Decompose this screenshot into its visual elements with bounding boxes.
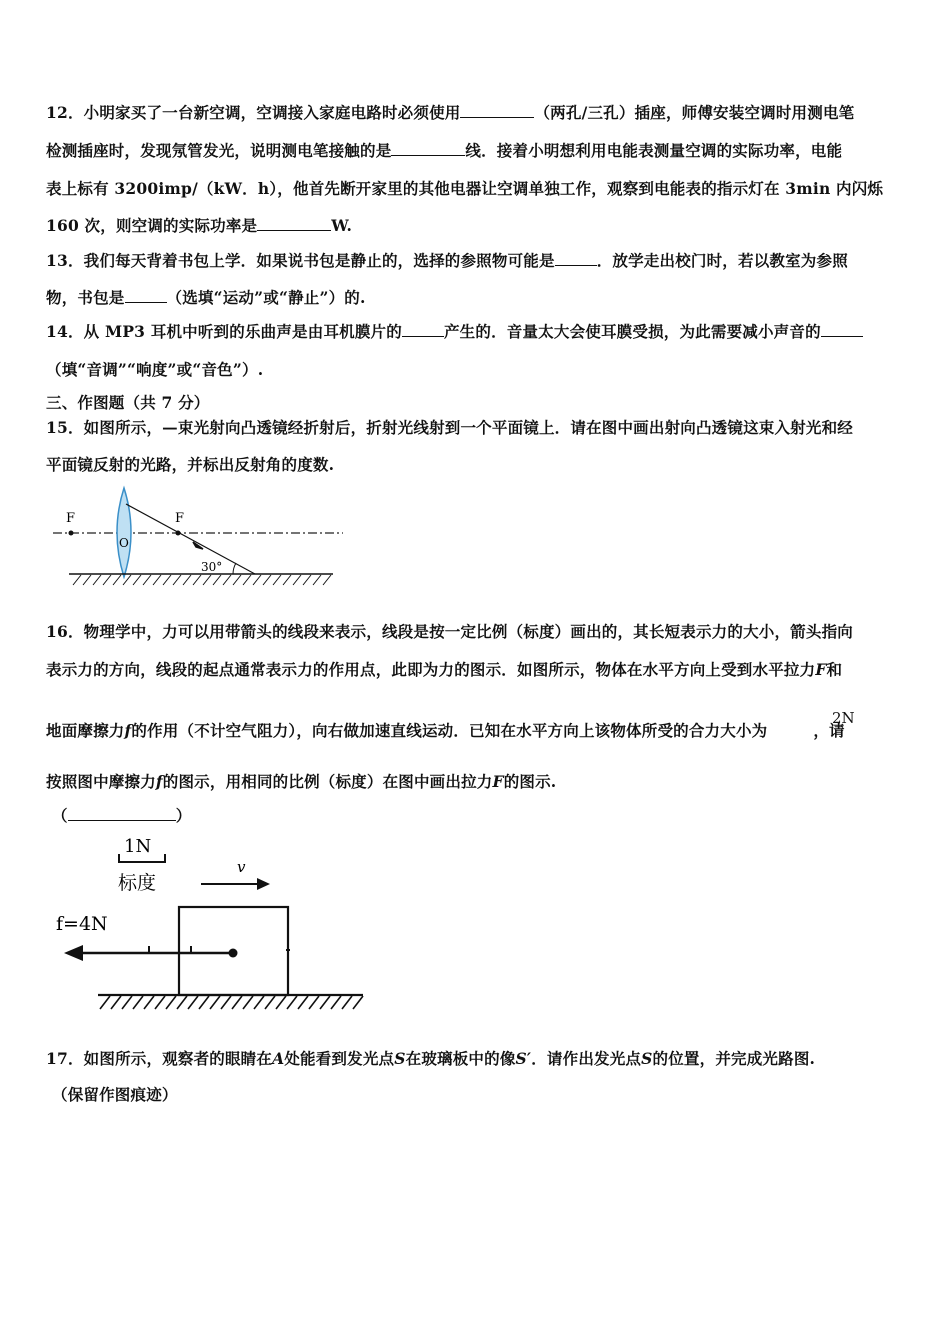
q14-line2: （填“音调”“响度”或“音色”）. [46, 360, 264, 379]
focus-label-left: F [66, 511, 76, 526]
focus-point-left [69, 531, 74, 536]
angle-label: 30° [201, 560, 223, 574]
q14-blank-vibration[interactable] [402, 322, 444, 337]
net-force-value: 2N [832, 709, 855, 727]
q14-blank-loudness[interactable] [821, 322, 863, 337]
q12-line4: 160 次，则空调的实际功率是 W. [46, 216, 353, 235]
force-origin-point [229, 949, 238, 958]
friction-label: f=4N [56, 913, 108, 935]
convex-lens [117, 488, 131, 577]
q17-line1: 17．如图所示，观察者的眼睛在A处能看到发光点S在玻璃板中的像S′．请作出发光点S的位置，并完成光路图. [46, 1049, 816, 1068]
q15-line2: 平面镜反射的光路，并标出反射角的度数. [46, 455, 335, 474]
q16-line2: 表示力的方向，线段的起点通常表示力的作用点，此即为力的图示．如图所示，物体在水平方向上受到水平拉力F和 [46, 660, 843, 679]
q15-lens-diagram [45, 485, 345, 593]
q16-line3: 地面摩擦力f的作用（不计空气阻力），向右做加速直线运动．已知在水平方向上该物体所受的合力大小为 ，请 [46, 721, 845, 740]
q16-line1: 16．物理学中，力可以用带箭头的线段来表示，线段是按一定比例（标度）画出的，其长短表示力的大小，箭头指向 [46, 622, 853, 641]
q12-line3: 表上标有 3200imp/（kW．h），他首先断开家里的其他电器让空调单独工作，观察到电能表的指示灯在 3min 内闪烁 [46, 179, 884, 198]
lens-center-label: O [119, 536, 129, 550]
velocity-label: v [237, 858, 246, 876]
q12-line2: 检测插座时，发现氖管发光，说明测电笔接触的是 线．接着小明想利用电能表测量空调的实际功率，电能 [46, 141, 843, 160]
angle-arc [233, 563, 236, 574]
q12-blank-power[interactable] [257, 216, 331, 231]
q15-line1: 15．如图所示，—束光射向凸透镜经折射后，折射光线射到一个平面镜上．请在图中画出射向凸透镜这束入射光和经 [46, 418, 853, 437]
focus-label-right: F [175, 511, 185, 526]
mirror-hatching [73, 575, 331, 585]
q16-line4: 按照图中摩擦力f的图示，用相同的比例（标度）在图中画出拉力F的图示. [46, 772, 557, 791]
ground-hatching [100, 996, 363, 1009]
section-title: 三、作图题（共 7 分） [46, 393, 210, 412]
q13-blank-reference[interactable] [555, 251, 597, 266]
q13-blank-motion[interactable] [125, 288, 167, 303]
velocity-arrowhead [257, 878, 270, 890]
scale-value: 1N [124, 836, 152, 857]
q12-line1: 12．小明家买了一台新空调，空调接入家庭电路时必须使用 （两孔/三孔）插座，师傅安装空调时用测电笔 [46, 103, 855, 122]
q13-line1: 13．我们每天背着书包上学．如果说书包是静止的，选择的参照物可能是 ．放学走出校门时，若以教室为参照 [46, 251, 848, 270]
q16-answer-blank[interactable] [68, 806, 176, 821]
friction-arrowhead [64, 945, 83, 961]
q16-answer: （ ） [52, 806, 192, 825]
q13-line2: 物，书包是 （选填“运动”或“静止”）的. [46, 288, 366, 307]
q12-blank-socket[interactable] [460, 103, 534, 118]
q17-line2: （保留作图痕迹） [52, 1085, 178, 1104]
q16-force-diagram [50, 832, 370, 1017]
scale-label: 标度 [118, 872, 157, 894]
q14-line1: 14．从 MP3 耳机中听到的乐曲声是由耳机膜片的 产生的．音量太大会使耳膜受损，为此需要减小声音的 [46, 320, 863, 342]
q12-blank-wire[interactable] [391, 141, 465, 156]
